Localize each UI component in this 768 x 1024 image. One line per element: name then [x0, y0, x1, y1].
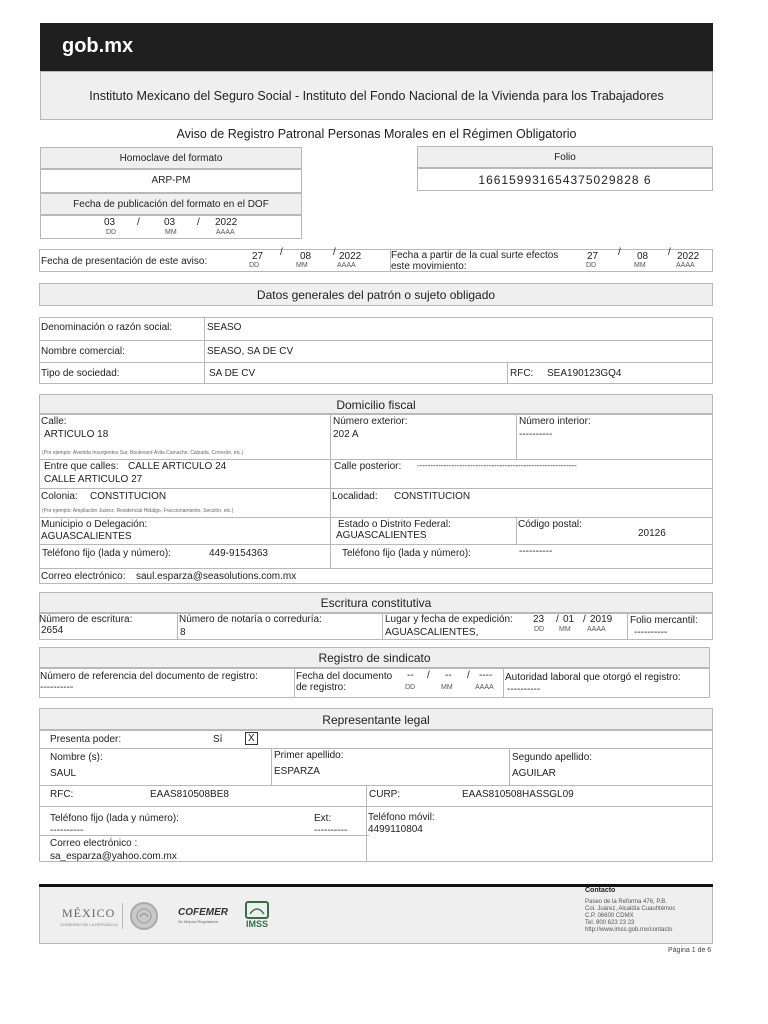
segundo-apellido-value: AGUILAR	[512, 768, 556, 779]
dof-mm-caption: MM	[165, 229, 177, 236]
colonia-value: CONSTITUCION	[90, 491, 167, 502]
rep-tel-value: ----------	[50, 825, 84, 836]
contacto-title: Contacto	[585, 887, 616, 894]
ef-dd-caption: DD	[586, 262, 597, 269]
rep-tel-label: Teléfono fijo (lada y número):	[50, 813, 179, 824]
movil-value: 4499110804	[368, 824, 423, 835]
contacto-line-1: Paseo de la Reforma 476, P.B.	[585, 899, 667, 905]
ext-value: ----------	[314, 825, 348, 836]
curp-label: CURP:	[369, 789, 401, 800]
num-int-label: Número interior:	[519, 416, 591, 427]
ext-label: Ext:	[314, 813, 332, 824]
num-ext-label: Número exterior:	[333, 416, 408, 427]
colonia-label: Colonia:	[41, 491, 78, 502]
si-checkbox-mark: X	[248, 733, 255, 744]
dof-aaaa: 2022	[215, 217, 238, 228]
divider	[177, 613, 178, 640]
institution-name: Instituto Mexicano del Seguro Social - Instituto del Fondo Nacional de la Vivienda para los Trabajadores	[89, 89, 664, 103]
dof-dd: 03	[104, 217, 116, 228]
dof-dd-caption: DD	[106, 229, 117, 236]
divider	[39, 544, 713, 545]
entre-calles-value-2: CALLE ARTICULO 27	[44, 474, 143, 485]
denominacion-label: Denominación o razón social:	[41, 322, 173, 333]
calle-posterior-label: Calle posterior:	[334, 461, 402, 472]
calle-posterior-value: ------------------------------------------------------------	[417, 461, 577, 470]
pres-dd-caption: DD	[249, 262, 260, 269]
datos-section-title: Datos generales del patrón o sujeto obligado	[256, 288, 496, 302]
ref-value: ----------	[40, 682, 74, 693]
seal-icon	[130, 902, 158, 930]
sindicato-fecha-label-1: Fecha del documento	[296, 671, 393, 682]
folio-mercantil-value: ----------	[634, 627, 668, 638]
entre-calles-value-1: CALLE ARTICULO 24	[128, 461, 227, 472]
folio-value: 166159931654375029828 6	[478, 173, 652, 187]
nombre-value: SAUL	[50, 768, 77, 779]
tel2-label: Teléfono fijo (lada y número):	[342, 548, 471, 559]
footer-divider	[122, 903, 123, 929]
pres-slash-1: /	[280, 247, 283, 258]
divider	[39, 568, 713, 569]
nombre-comercial-value: SEASO, SA DE CV	[207, 346, 294, 357]
divider	[516, 517, 517, 544]
pres-aaaa: 2022	[339, 251, 362, 262]
sindicato-mm-caption: MM	[441, 684, 453, 691]
escritura-dd: 23	[533, 614, 545, 625]
num-int-value: ----------	[519, 429, 553, 440]
ef-mm-caption: MM	[634, 262, 646, 269]
rep-rfc-value: EAAS810508BE8	[150, 789, 229, 800]
folio-label: Folio	[554, 152, 576, 163]
tipo-sociedad-label: Tipo de sociedad:	[41, 368, 120, 379]
sindicato-aaaa-caption: AAAA	[475, 684, 494, 691]
lugar-label: Lugar y fecha de expedición:	[385, 614, 513, 625]
sindicato-dd: --	[407, 670, 414, 681]
gob-header-bar	[40, 23, 713, 71]
tipo-sociedad-value: SA DE CV	[209, 368, 256, 379]
representante-section-title: Representante legal	[322, 713, 430, 727]
divider	[39, 488, 713, 489]
sindicato-fecha-label-2: de registro:	[296, 682, 347, 693]
divider	[294, 668, 295, 698]
efectos-label-2: este movimiento:	[391, 261, 467, 272]
footer-cofemer: COFEMER	[178, 907, 228, 918]
calle-value: ARTICULO 18	[44, 429, 109, 440]
divider	[39, 362, 713, 363]
divider	[382, 613, 383, 640]
nombre-comercial-label: Nombre comercial:	[41, 346, 125, 357]
estado-label: Estado o Distrito Federal:	[338, 519, 451, 530]
escritura-aaaa: 2019	[590, 614, 613, 625]
folio-mercantil-label: Folio mercantil:	[630, 615, 698, 626]
contacto-line-4: Tel. 800 623 23 23	[585, 920, 635, 926]
footer-mexico: MÉXICO	[62, 906, 116, 920]
homoclave-value: ARP-PM	[151, 175, 191, 186]
rfc-label: RFC:	[510, 368, 534, 379]
escritura-section-title: Escritura constitutiva	[320, 596, 432, 610]
ref-label: Número de referencia del documento de registro:	[40, 671, 258, 682]
divider	[503, 668, 504, 698]
sindicato-mm: --	[445, 670, 452, 681]
notaria-label: Número de notaría o correduría:	[179, 614, 322, 625]
divider	[39, 748, 713, 749]
gob-logo: gob.mx	[62, 35, 134, 57]
escritura-num-value: 2654	[41, 625, 64, 636]
localidad-value: CONSTITUCION	[394, 491, 471, 502]
divider	[39, 459, 713, 460]
sindicato-section-title: Registro de sindicato	[318, 651, 431, 665]
imss-logo-icon	[245, 901, 269, 919]
divider	[516, 414, 517, 459]
segundo-apellido-label: Segundo apellido:	[512, 752, 593, 763]
pres-mm: 08	[300, 251, 312, 262]
divider	[271, 748, 272, 785]
divider	[39, 806, 713, 807]
notaria-value: 8	[180, 627, 186, 638]
correo-value: saul.esparza@seasolutions.com.mx	[136, 571, 297, 582]
escritura-mm-caption: MM	[559, 626, 571, 633]
divider	[39, 785, 713, 786]
pres-dd: 27	[252, 251, 264, 262]
rep-correo-label: Correo electrónico :	[50, 838, 138, 849]
page-number: Página 1 de 6	[668, 947, 712, 954]
poder-label: Presenta poder:	[50, 734, 122, 745]
divider	[507, 362, 508, 384]
efectos-label-1: Fecha a partir de la cual surte efectos	[391, 250, 559, 261]
divider	[39, 517, 713, 518]
escritura-aaaa-caption: AAAA	[587, 626, 606, 633]
tel1-label: Teléfono fijo (lada y número):	[42, 548, 171, 559]
cp-label: Código postal:	[518, 519, 582, 530]
colonia-hint: (Por ejemplo: Ampliación Juárez, Residencial Hidalgo, Fraccionamiento, Sección, etc.)	[42, 508, 234, 514]
divider	[366, 785, 367, 862]
entre-calles-label: Entre que calles:	[44, 461, 119, 472]
rfc-value: SEA190123GQ4	[547, 368, 622, 379]
dof-label: Fecha de publicación del formato en el DOF	[73, 199, 269, 210]
ef-dd: 27	[587, 251, 599, 262]
escritura-slash-2: /	[583, 614, 586, 625]
footer-cofemer-sub: Se Mejora Regulatoria	[178, 919, 218, 924]
municipio-label: Municipio o Delegación:	[41, 519, 148, 530]
contacto-line-2: Col. Juárez, Alcaldía Cuauhtémoc	[585, 906, 676, 912]
divider	[39, 340, 713, 341]
ef-slash-2: /	[668, 247, 671, 258]
form-title: Aviso de Registro Patronal Personas Morales en el Régimen Obligatorio	[176, 127, 577, 141]
dof-aaaa-caption: AAAA	[216, 229, 235, 236]
tel2-value: ----------	[519, 546, 553, 557]
si-checkbox[interactable]	[245, 732, 258, 745]
ef-mm: 08	[637, 251, 649, 262]
pres-aaaa-caption: AAAA	[337, 262, 356, 269]
sindicato-aaaa: ----	[479, 670, 493, 681]
dof-slash-1: /	[137, 217, 140, 228]
si-label: Sí	[213, 734, 223, 745]
ef-aaaa-caption: AAAA	[676, 262, 695, 269]
contacto-link[interactable]: http://www.imss.gob.mx/contacto	[585, 927, 673, 933]
dof-slash-2: /	[197, 217, 200, 228]
escritura-num-label: Número de escritura:	[39, 614, 133, 625]
ef-slash-1: /	[618, 247, 621, 258]
movil-label: Teléfono móvil:	[368, 812, 435, 823]
pres-slash-2: /	[333, 247, 336, 258]
contacto-line-3: C.P. 06600 CDMX	[585, 913, 634, 919]
sindicato-slash-1: /	[427, 670, 430, 681]
divider	[509, 748, 510, 785]
homoclave-label: Homoclave del formato	[119, 153, 223, 164]
ef-aaaa: 2022	[677, 251, 700, 262]
sindicato-dd-caption: DD	[405, 684, 416, 691]
footer-gobierno: GOBIERNO DE LA REPÚBLICA	[60, 922, 118, 927]
escritura-dd-caption: DD	[534, 626, 545, 633]
pres-mm-caption: MM	[296, 262, 308, 269]
domicilio-section-title: Domicilio fiscal	[336, 398, 416, 412]
nombre-label: Nombre (s):	[50, 752, 103, 763]
divider	[627, 613, 628, 640]
correo-label: Correo electrónico:	[41, 571, 126, 582]
escritura-slash-1: /	[556, 614, 559, 625]
divider	[330, 414, 331, 568]
footer-imss: IMSS	[246, 919, 269, 929]
lugar-value: AGUASCALIENTES,	[385, 627, 479, 638]
calle-hint: (Por ejemplo: Avenida Insurgentes Sur, Boulevard Ávila Camacho, Calzada, Corredor, etc.)	[42, 450, 244, 456]
denominacion-value: SEASO	[207, 322, 242, 333]
dof-mm: 03	[164, 217, 176, 228]
rep-correo-value: sa_esparza@yahoo.com.mx	[50, 851, 177, 862]
tel1-value: 449-9154363	[209, 548, 268, 559]
sindicato-slash-2: /	[467, 670, 470, 681]
num-ext-value: 202 A	[333, 429, 359, 440]
escritura-mm: 01	[563, 614, 575, 625]
autoridad-value: ----------	[507, 684, 541, 695]
autoridad-label: Autoridad laboral que otorgó el registro:	[505, 672, 681, 683]
calle-label: Calle:	[41, 416, 67, 427]
curp-value: EAAS810508HASSGL09	[462, 789, 574, 800]
estado-value: AGUASCALIENTES	[336, 530, 427, 541]
primer-apellido-label: Primer apellido:	[274, 750, 344, 761]
presentacion-label: Fecha de presentación de este aviso:	[41, 256, 208, 267]
localidad-label: Localidad:	[332, 491, 378, 502]
divider	[204, 317, 205, 384]
primer-apellido-value: ESPARZA	[274, 766, 320, 777]
rep-rfc-label: RFC:	[50, 789, 74, 800]
cp-value: 20126	[638, 528, 666, 539]
municipio-value: AGUASCALIENTES	[41, 531, 132, 542]
